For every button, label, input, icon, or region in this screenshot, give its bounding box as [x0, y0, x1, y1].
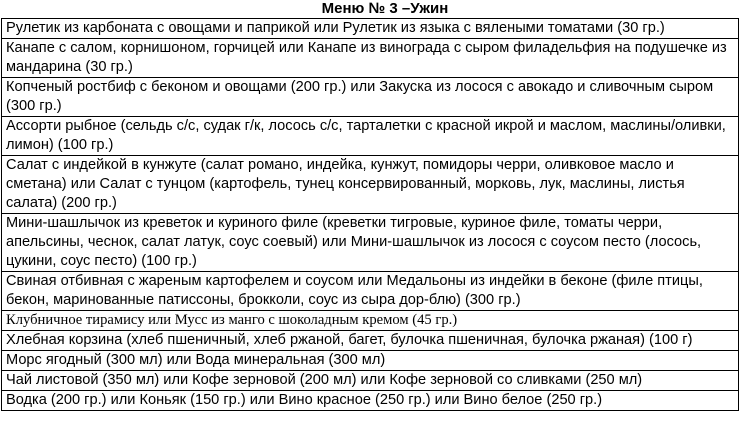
table-row: [2, 214, 739, 272]
table-row: [2, 19, 739, 39]
menu-item: Салат с индейкой в кунжуте (салат романо, индейка, кунжут, помидоры черри, оливковое масло и сметана) или Салат с тунцом (картофель, тунец консервированный, морковь, лук, маслины, листья салата) (200 гр.): [2, 156, 739, 214]
menu-item: Чай листовой (350 мл) или Кофе зерновой (200 мл) или Кофе зерновой со сливками (250 мл): [2, 371, 739, 391]
table-row: [2, 39, 739, 78]
menu-item: Хлебная корзина (хлеб пшеничный, хлеб ржаной, багет, булочка пшеничная, булочка ржаная) (100 г): [2, 331, 739, 351]
menu-item: Копченый ростбиф с беконом и овощами (200 гр.) или Закуска из лосося с авокадо и сливочным сыром (300 гр.): [2, 78, 739, 117]
menu-item: Клубничное тирамису или Мусс из манго с шоколадным кремом (45 гр.): [2, 311, 739, 331]
table-row: [2, 391, 739, 411]
table-row: [2, 117, 739, 156]
table-row: [2, 272, 739, 311]
table-row: [2, 371, 739, 391]
table-row: [2, 351, 739, 371]
menu-item: Канапе с салом, корнишоном, горчицей или Канапе из винограда с сыром филадельфия на подушечке из мандарина (30 гр.): [2, 39, 739, 78]
menu-item: Рулетик из карбоната с овощами и паприкой или Рулетик из языка с вялеными томатами (30 гр.): [2, 19, 739, 39]
menu-item: Ассорти рыбное (сельдь с/с, судак г/к, лосось с/с, тарталетки с красной икрой и маслом, маслины/оливки, лимон) (100 гр.): [2, 117, 739, 156]
menu-item: Свиная отбивная с жареным картофелем и соусом или Медальоны из индейки в беконе (филе птицы, бекон, маринованные патиссоны, брокколи, соус из сыра дор-блю) (300 гр.): [2, 272, 739, 311]
table-row: [2, 78, 739, 117]
menu-title: Меню № 3 –Ужин: [321, 0, 449, 17]
menu-item: Морс ягодный (300 мл) или Вода минеральная (300 мл): [2, 351, 739, 371]
table-row: [2, 156, 739, 214]
menu-item: Мини-шашлычок из креветок и куриного филе (креветки тигровые, куриное филе, томаты черри, апельсины, чеснок, салат латук, соус соевый) или Мини-шашлычок из лосося с соусом песто (лосось, цукини, соус песто) (100 гр.): [2, 214, 739, 272]
table-row: [2, 331, 739, 351]
menu-item: Водка (200 гр.) или Коньяк (150 гр.) или Вино красное (250 гр.) или Вино белое (250 гр.): [2, 391, 739, 411]
table-row: [2, 311, 739, 331]
menu-table: [1, 18, 739, 411]
